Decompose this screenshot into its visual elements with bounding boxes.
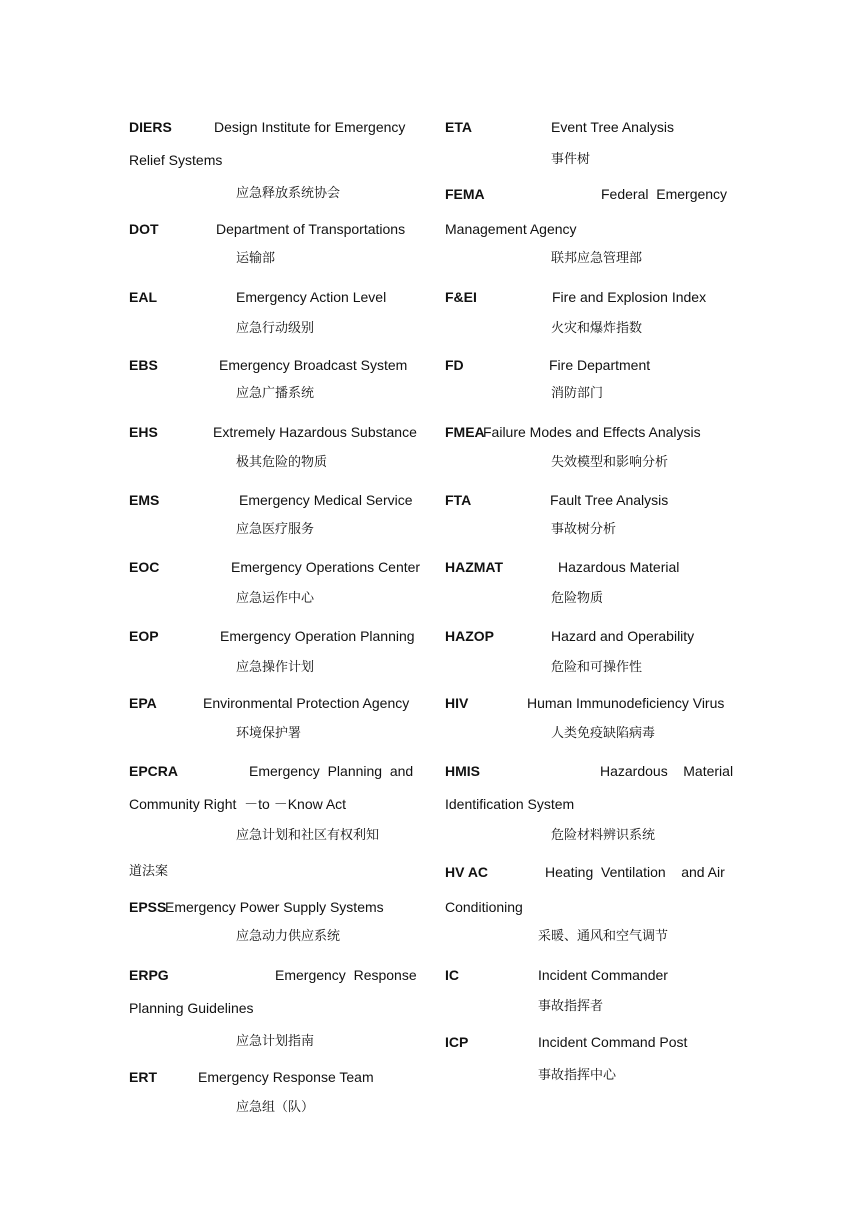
right-zh: 危险和可操作性: [551, 660, 643, 675]
right-en: Federal Emergency: [601, 186, 728, 202]
left-abbr: EOC: [129, 559, 160, 575]
right-en: Hazard and Operability: [551, 628, 695, 644]
left-zh: 应急广播系统: [236, 386, 315, 401]
right-en: Hazardous Material: [558, 559, 680, 575]
left-abbr: EOP: [129, 628, 159, 644]
left-zh: 环境保护署: [236, 726, 302, 741]
left-en: Emergency Response: [275, 967, 417, 983]
right-zh: 联邦应急管理部: [551, 251, 643, 266]
right-zh: 事故指挥者: [538, 999, 604, 1014]
left-en: Emergency Operations Center: [231, 559, 421, 575]
right-zh: 人类免疫缺陷病毒: [551, 726, 656, 741]
right-abbr: FEMA: [445, 186, 485, 202]
right-zh: 火灾和爆炸指数: [551, 321, 643, 336]
right-en: Human Immunodeficiency Virus: [527, 695, 725, 711]
right-abbr: IC: [445, 967, 459, 983]
right-en: Fault Tree Analysis: [550, 492, 669, 508]
left-zh: 应急计划指南: [236, 1034, 315, 1049]
right-abbr: FMEA: [445, 424, 485, 440]
right-en: Hazardous Material: [600, 763, 734, 779]
right-zh: 危险物质: [551, 591, 604, 606]
right-abbr: ICP: [445, 1034, 469, 1050]
left-abbr: EPSS: [129, 899, 167, 915]
right-zh: 事故树分析: [551, 522, 617, 537]
left-zh-cont: 道法案: [129, 864, 169, 879]
left-abbr: EMS: [129, 492, 160, 508]
left-en: Emergency Broadcast System: [219, 357, 408, 373]
right-zh: 危险材料辨识系统: [551, 828, 656, 843]
right-zh: 事故指挥中心: [538, 1068, 617, 1083]
right-abbr: HIV: [445, 695, 469, 711]
right-en: Event Tree Analysis: [551, 119, 674, 135]
left-zh: 运输部: [236, 251, 276, 266]
right-zh: 采暖、通风和空气调节: [538, 929, 669, 944]
right-en: Incident Commander: [538, 967, 668, 983]
right-abbr: HMIS: [445, 763, 480, 779]
left-en-cont: Planning Guidelines: [129, 1000, 254, 1016]
right-en: Failure Modes and Effects Analysis: [483, 424, 701, 440]
left-zh: 应急医疗服务: [236, 522, 315, 537]
left-en: Emergency Response Team: [198, 1069, 374, 1085]
left-abbr: DIERS: [129, 119, 172, 135]
left-abbr: EHS: [129, 424, 158, 440]
left-en-cont: Relief Systems: [129, 152, 223, 168]
right-en: Fire and Explosion Index: [552, 289, 707, 305]
left-zh: 应急运作中心: [236, 591, 315, 606]
left-en: Department of Transportations: [216, 221, 406, 237]
right-en: Heating Ventilation and Air: [545, 864, 725, 880]
left-abbr: DOT: [129, 221, 159, 237]
right-abbr: HV AC: [445, 864, 489, 880]
right-abbr: FD: [445, 357, 464, 373]
left-en: Emergency Power Supply Systems: [165, 899, 384, 915]
right-en: Incident Command Post: [538, 1034, 688, 1050]
left-en: Emergency Operation Planning: [220, 628, 415, 644]
left-zh: 极其危险的物质: [236, 455, 328, 470]
left-abbr: EBS: [129, 357, 158, 373]
left-en: Emergency Medical Service: [239, 492, 413, 508]
left-zh: 应急释放系统协会: [236, 186, 341, 201]
left-zh: 应急计划和社区有权利知: [236, 828, 380, 843]
right-en-cont: Identification System: [445, 796, 575, 812]
left-zh: 应急动力供应系统: [236, 929, 341, 944]
left-en: Emergency Planning and: [249, 763, 414, 779]
left-abbr: EAL: [129, 289, 157, 305]
left-abbr: EPA: [129, 695, 157, 711]
right-en-cont: Management Agency: [445, 221, 577, 237]
right-abbr: HAZOP: [445, 628, 494, 644]
right-abbr: HAZMAT: [445, 559, 504, 575]
right-zh: 失效模型和影响分析: [551, 455, 669, 470]
left-en-cont: Community Right －to －Know Act: [129, 796, 347, 812]
right-zh: 事件树: [551, 152, 591, 167]
right-abbr: ETA: [445, 119, 472, 135]
left-abbr: EPCRA: [129, 763, 179, 779]
left-zh: 应急行动级别: [236, 321, 315, 336]
right-abbr: FTA: [445, 492, 472, 508]
left-en: Design Institute for Emergency: [214, 119, 406, 135]
right-zh: 消防部门: [551, 386, 604, 401]
left-abbr: ERT: [129, 1069, 157, 1085]
left-zh: 应急操作计划: [236, 660, 315, 675]
left-en: Environmental Protection Agency: [203, 695, 410, 711]
right-en-cont: Conditioning: [445, 899, 523, 915]
left-abbr: ERPG: [129, 967, 169, 983]
left-en: Extremely Hazardous Substance: [213, 424, 417, 440]
left-en: Emergency Action Level: [236, 289, 387, 305]
left-zh: 应急组（队）: [236, 1100, 315, 1115]
right-abbr: F&EI: [445, 289, 477, 305]
right-en: Fire Department: [549, 357, 651, 373]
